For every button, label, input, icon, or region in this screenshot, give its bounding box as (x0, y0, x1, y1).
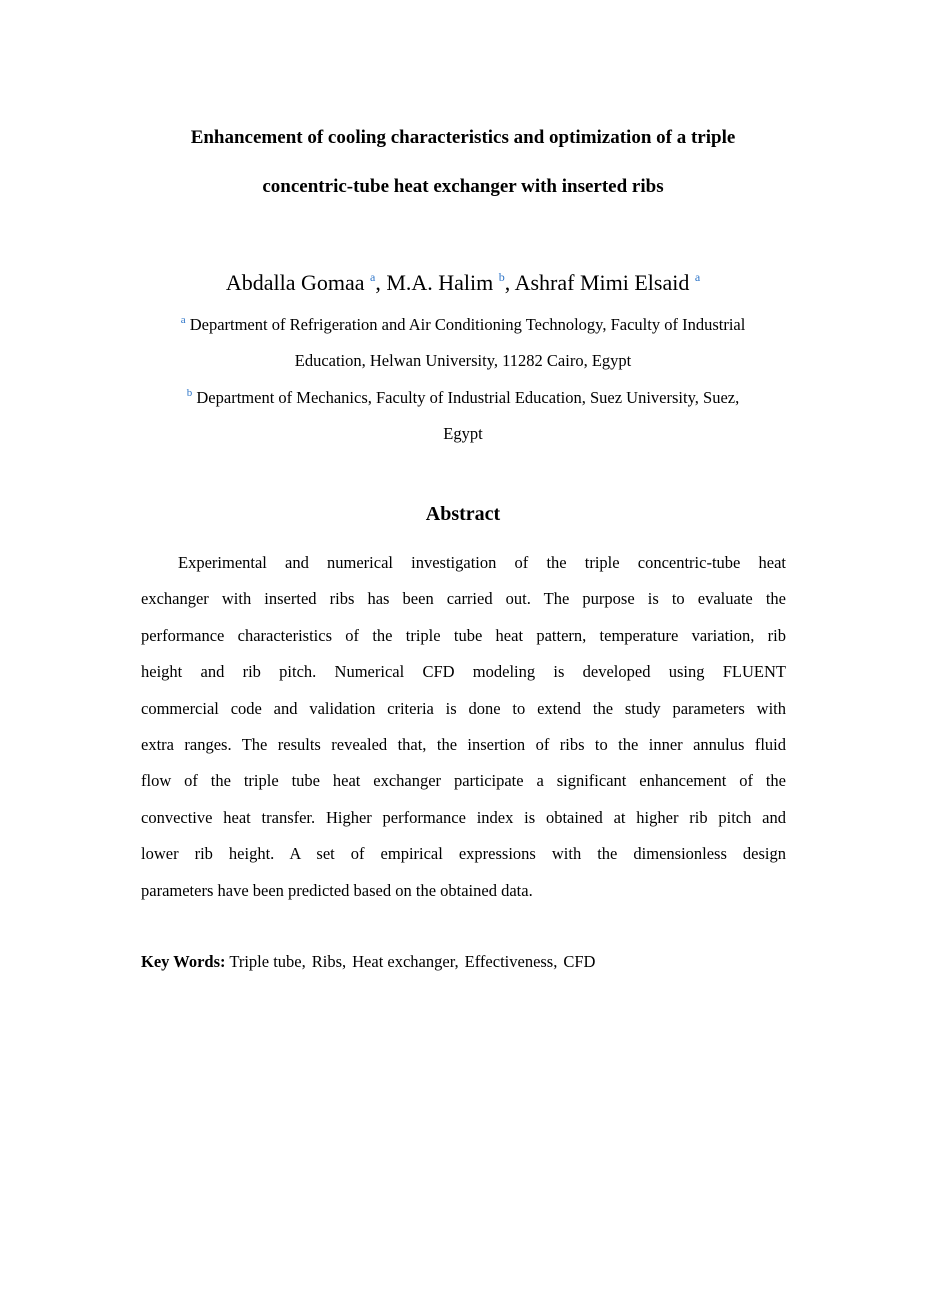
affiliation-a-line-2: Education, Helwan University, 11282 Cairo, Egypt (294, 351, 632, 370)
abstract-line: exchanger with inserted ribs has been carried out. The purpose is to evaluate the (141, 589, 786, 609)
abstract-line: extra ranges. The results revealed that, the insertion of ribs to the inner annulus fluid (141, 734, 786, 754)
author-name: M.A. Halim (386, 270, 494, 295)
keywords (141, 950, 595, 974)
author-separator: , (504, 270, 515, 295)
abstract-line: performance characteristics of the triple tube heat pattern, temperature variation, rib (141, 625, 786, 645)
keyword-separator: , (553, 952, 558, 971)
affiliation-text: Department of Mechanics, Faculty of Industrial Education, Suez University, Suez, (196, 388, 740, 407)
paper-title-line-1: Enhancement of cooling characteristics and optimization of a triple (190, 127, 736, 148)
author-affiliation-mark: b (498, 270, 505, 284)
abstract-line: convective heat transfer. Higher performance index is obtained at higher rib pitch and (141, 807, 786, 827)
keyword-separator: , (301, 952, 306, 971)
keyword-item: Ribs (311, 952, 342, 971)
abstract-line: height and rib pitch. Numerical CFD modeling is developed using FLUENT (141, 662, 786, 682)
author-affiliation-mark: a (694, 270, 701, 284)
author-name: Abdalla Gomaa (225, 270, 365, 295)
affiliation-b-line-2: Egypt (443, 424, 483, 443)
author-list (100, 269, 826, 297)
abstract-line: flow of the triple tube heat exchanger participate a significant enhancement of the (141, 771, 786, 791)
affiliation-a-line-1 (100, 314, 826, 336)
author-name: Ashraf Mimi Elsaid (514, 270, 690, 295)
keyword-item: Triple tube (229, 952, 302, 971)
author-affiliation-mark: a (370, 270, 376, 284)
paper-title-line-2: concentric-tube heat exchanger with inserted ribs (262, 176, 664, 197)
abstract-line: commercial code and validation criteria is done to extend the study parameters with (141, 698, 786, 718)
abstract-line: lower rib height. A set of empirical expressions with the dimensionless design (141, 844, 786, 864)
affiliation-b-line-1 (100, 387, 826, 409)
abstract-heading: Abstract (425, 503, 501, 525)
abstract-body (141, 545, 786, 909)
keyword-item: Effectiveness (464, 952, 554, 971)
author-separator: , (375, 270, 387, 295)
affiliation-mark: b (186, 387, 193, 399)
affiliation-text: Department of Refrigeration and Air Conditioning Technology, Faculty of Industrial (189, 315, 746, 334)
keyword-item: Heat exchanger (352, 952, 455, 971)
keyword-item: CFD (563, 952, 596, 971)
abstract-line: parameters have been predicted based on the obtained data. (141, 880, 533, 900)
keywords-label: Key Words: (141, 952, 226, 971)
affiliation-mark: a (180, 314, 186, 326)
keyword-separator: , (454, 952, 459, 971)
abstract-line: Experimental and numerical investigation of the triple concentric-tube heat (178, 553, 786, 572)
keyword-separator: , (342, 952, 347, 971)
